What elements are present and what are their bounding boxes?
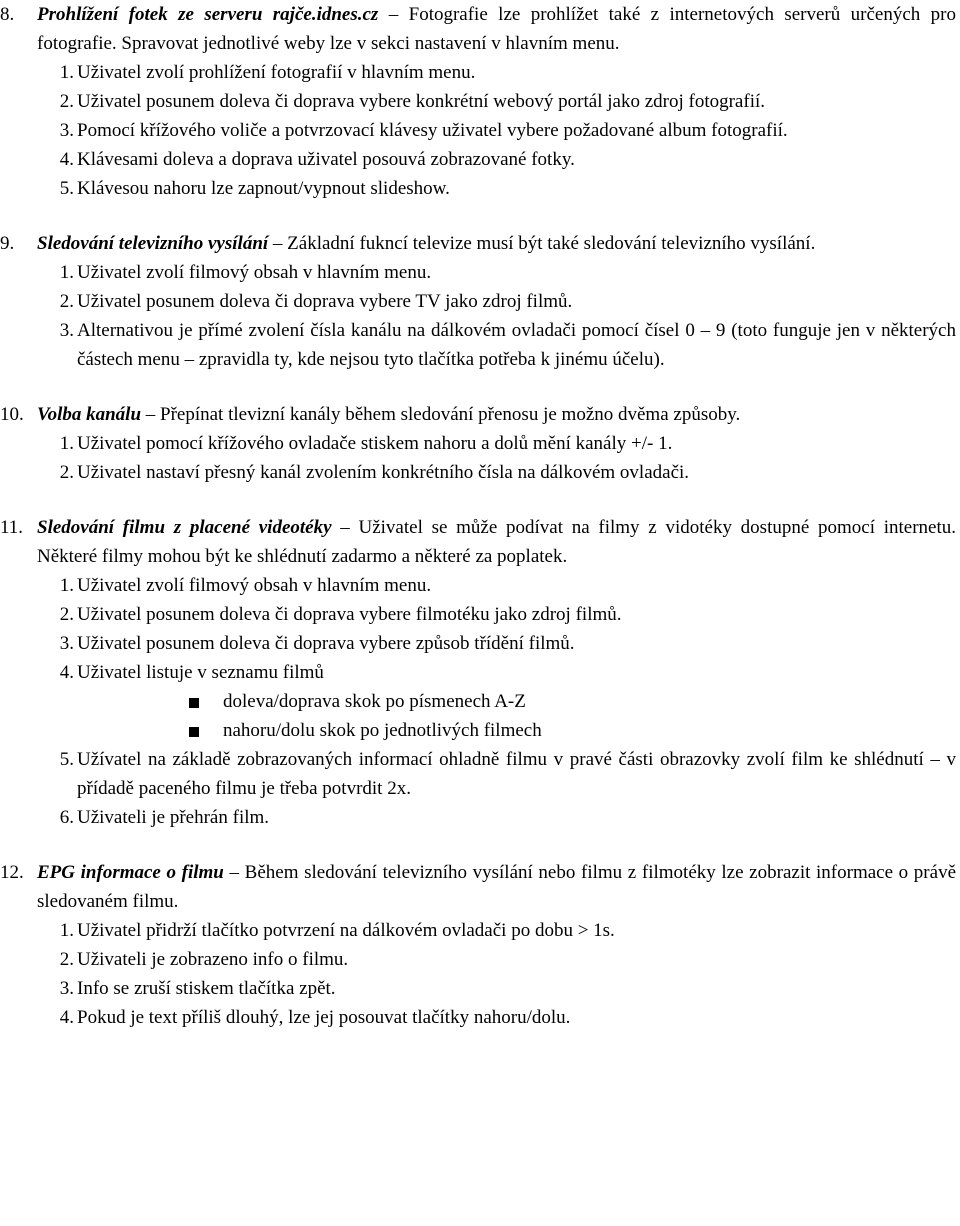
step-list — [0, 58, 960, 203]
step-text: Uživatel posunem doleva či doprava vybere filmotéku jako zdroj filmů. — [77, 604, 622, 625]
section-text: Fotografie lze prohlížet také z internetových serverů určených pro fotografie. Spravovat jednotlivé weby lze v sekci nastavení v hlavním menu. — [37, 4, 956, 54]
bullet-list — [0, 687, 956, 745]
section-number: 10. — [0, 404, 24, 425]
list-item — [0, 745, 960, 803]
step-number: 2. — [59, 949, 74, 970]
step-number: 4. — [59, 1007, 74, 1028]
list-item — [0, 1003, 960, 1032]
section-9 — [0, 229, 960, 374]
list-item — [0, 258, 960, 287]
step-number: 3. — [59, 320, 74, 341]
step-text: Uživatel posunem doleva či doprava vybere způsob třídění filmů. — [77, 633, 575, 654]
step-number: 4. — [59, 149, 74, 170]
step-text: Info se zruší stiskem tlačítka zpět. — [77, 978, 336, 999]
step-text: Uživatel zvolí filmový obsah v hlavním menu. — [77, 575, 432, 596]
list-item — [0, 58, 960, 87]
section-title: Sledování televizního vysílání — [37, 233, 269, 254]
step-number: 2. — [59, 291, 74, 312]
section-number: 12. — [0, 862, 24, 883]
section-text: Během sledování televizního vysílání nebo filmu z filmotéky lze zobrazit informace o právě sledovaném filmu. — [37, 862, 956, 912]
section-10 — [0, 400, 960, 487]
list-item — [0, 287, 960, 316]
step-list — [0, 429, 960, 487]
list-item — [0, 916, 960, 945]
list-item — [0, 658, 960, 745]
section-text: Přepínat tlevizní kanály během sledování přenosu je možno dvěma způsoby. — [160, 404, 741, 425]
list-item — [0, 945, 960, 974]
section-heading — [0, 513, 960, 571]
square-bullet-icon — [189, 698, 199, 708]
step-text: Uživatel zvolí prohlížení fotografií v hlavním menu. — [77, 62, 476, 83]
step-text: Uživatel nastaví přesný kanál zvolením konkrétního čísla na dálkovém ovladači. — [77, 462, 690, 483]
title-dash: – — [331, 517, 359, 538]
step-number: 3. — [59, 120, 74, 141]
section-spacer — [0, 203, 960, 229]
step-number: 1. — [59, 433, 74, 454]
bullet-item — [0, 687, 956, 716]
step-number: 5. — [59, 178, 74, 199]
step-number: 2. — [59, 91, 74, 112]
list-item — [0, 571, 960, 600]
section-title: Prohlížení fotek ze serveru rajče.idnes.cz — [37, 4, 379, 25]
section-text: Základní fukncí televize musí být také sledování televizního vysílání. — [287, 233, 816, 254]
step-text: Uživateli je zobrazeno info o filmu. — [77, 949, 349, 970]
step-number: 2. — [59, 462, 74, 483]
section-heading — [0, 400, 960, 429]
bullet-text: nahoru/dolu skok po jednotlivých filmech — [223, 720, 542, 741]
step-text: Uživatel listuje v seznamu filmů — [77, 662, 324, 683]
step-text: Uživatel posunem doleva či doprava vybere TV jako zdroj filmů. — [77, 291, 573, 312]
step-text: Uživatel posunem doleva či doprava vybere konkrétní webový portál jako zdroj fotografií. — [77, 91, 765, 112]
title-dash: – — [223, 862, 245, 883]
list-item — [0, 458, 960, 487]
section-heading — [0, 0, 960, 58]
step-text: Uživateli je přehrán film. — [77, 807, 270, 828]
list-item — [0, 116, 960, 145]
section-title: Sledování filmu z placené videotéky — [37, 517, 332, 538]
list-item — [0, 316, 960, 374]
step-text: Alternativou je přímé zvolení čísla kanálu na dálkovém ovladači pomocí čísel 0 – 9 (toto funguje jen v některých částech menu – zpravidla ty, kde nejsou tyto tlačítka potřeba k jinému účelu). — [77, 320, 956, 370]
step-list — [0, 258, 960, 374]
title-dash: – — [378, 4, 409, 25]
step-text: Klávesami doleva a doprava uživatel posouvá zobrazované fotky. — [77, 149, 575, 170]
step-number: 1. — [59, 575, 74, 596]
square-bullet-icon — [189, 727, 199, 737]
step-text: Uživatel zvolí filmový obsah v hlavním menu. — [77, 262, 432, 283]
section-text: Uživatel se může podívat na filmy z vidotéky dostupné pomocí internetu. Některé filmy mohou být ke shlédnutí zadarmo a některé za poplatek. — [37, 517, 957, 567]
title-dash: – — [141, 404, 161, 425]
section-12 — [0, 858, 960, 1032]
section-number: 9. — [0, 233, 15, 254]
section-number: 11. — [0, 517, 24, 538]
section-11 — [0, 513, 960, 832]
step-number: 1. — [59, 62, 74, 83]
list-item — [0, 145, 960, 174]
step-list — [0, 916, 960, 1032]
list-item — [0, 803, 960, 832]
step-number: 6. — [59, 807, 74, 828]
step-text: Užívatel na základě zobrazovaných informací ohladně filmu v pravé části obrazovky zvolí film ke shlédnutí – v přídadě paceného filmu je třeba potvrdit 2x. — [77, 749, 956, 799]
step-text: Uživatel pomocí křížového ovladače stiskem nahoru a dolů mění kanály +/- 1. — [77, 433, 673, 454]
section-heading — [0, 858, 960, 916]
list-item — [0, 629, 960, 658]
step-text: Uživatel přidrží tlačítko potvrzení na dálkovém ovladači po dobu > 1s. — [77, 920, 615, 941]
step-number: 1. — [59, 920, 74, 941]
section-spacer — [0, 374, 960, 400]
step-list — [0, 571, 960, 832]
list-item — [0, 87, 960, 116]
bullet-text: doleva/doprava skok po písmenech A-Z — [223, 691, 526, 712]
list-item — [0, 174, 960, 203]
section-title: Volba kanálu — [37, 404, 142, 425]
section-spacer — [0, 487, 960, 513]
section-heading — [0, 229, 960, 258]
section-title: EPG informace o filmu — [37, 862, 224, 883]
step-text: Klávesou nahoru lze zapnout/vypnout slideshow. — [77, 178, 450, 199]
step-number: 4. — [59, 662, 74, 683]
step-number: 1. — [59, 262, 74, 283]
step-number: 2. — [59, 604, 74, 625]
section-8 — [0, 0, 960, 203]
bullet-item — [0, 716, 956, 745]
section-number: 8. — [0, 4, 15, 25]
step-number: 3. — [59, 633, 74, 654]
step-text: Pomocí křížového voliče a potvrzovací klávesy uživatel vybere požadované album fotografií. — [77, 120, 788, 141]
step-number: 5. — [59, 749, 74, 770]
section-spacer — [0, 832, 960, 858]
title-dash: – — [268, 233, 288, 254]
step-text: Pokud je text příliš dlouhý, lze jej posouvat tlačítky nahoru/dolu. — [77, 1007, 571, 1028]
list-item — [0, 600, 960, 629]
list-item — [0, 429, 960, 458]
step-number: 3. — [59, 978, 74, 999]
list-item — [0, 974, 960, 1003]
